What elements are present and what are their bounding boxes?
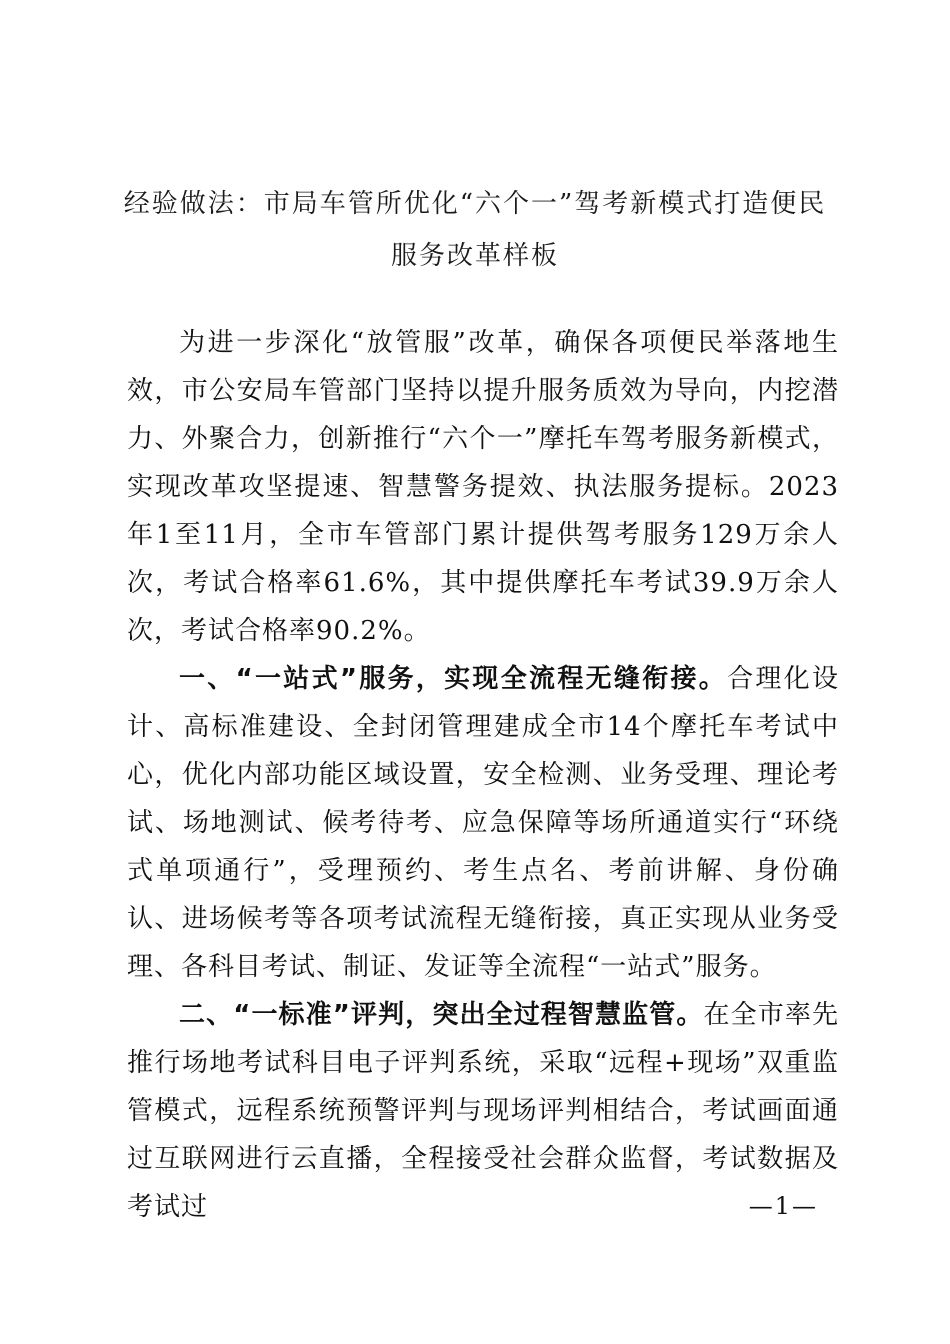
document-title: 经验做法：市局车管所优化“六个一”驾考新模式打造便民服务改革样板 [123, 189, 827, 271]
page-number: —1— [748, 1192, 818, 1220]
paragraph-one-standard-text: 在全市率先推行场地考试科目电子评判系统，采取“远程+现场”双重监管模式，远程系统预警评判与现场评判相结合，考试画面通过互联网进行云直播，全程接受社会群众监督，考试数据及考试过 [127, 1000, 839, 1222]
paragraph-one-stop-heading: 一、“一站式”服务，实现全流程无缝衔接。 [179, 664, 728, 694]
document-body [127, 319, 839, 1231]
paragraph-one-standard-judging [127, 991, 839, 1231]
paragraph-one-stop-text: 合理化设计、高标准建设、全封闭管理建成全市14个摩托车考试中心，优化内部功能区域设置，安全检测、业务受理、理论考试、场地测试、候考待考、应急保障等场所通道实行“环绕式单项通行”，受理预约、考生点名、考前讲解、身份确认、进场候考等各项考试流程无缝衔接，真正实现从业务受理、各科目考试、制证、发证等全流程“一站式”服务。 [127, 664, 839, 982]
paragraph-intro-text: 为进一步深化“放管服”改革，确保各项便民举落地生效，市公安局车管部门坚持以提升服务质效为导向，内挖潜力、外聚合力，创新推行“六个一”摩托车驾考服务新模式，实现改革攻坚提速、智慧警务提效、执法服务提标。2023年1至11月，全市车管部门累计提供驾考服务129万余人次，考试合格率61.6%，其中提供摩托车考试39.9万余人次，考试合格率90.2%。 [127, 328, 839, 646]
paragraph-one-standard-heading: 二、“一标准”评判，突出全过程智慧监管。 [179, 1000, 704, 1030]
paragraph-one-stop-service [127, 655, 839, 991]
paragraph-intro [127, 319, 839, 655]
